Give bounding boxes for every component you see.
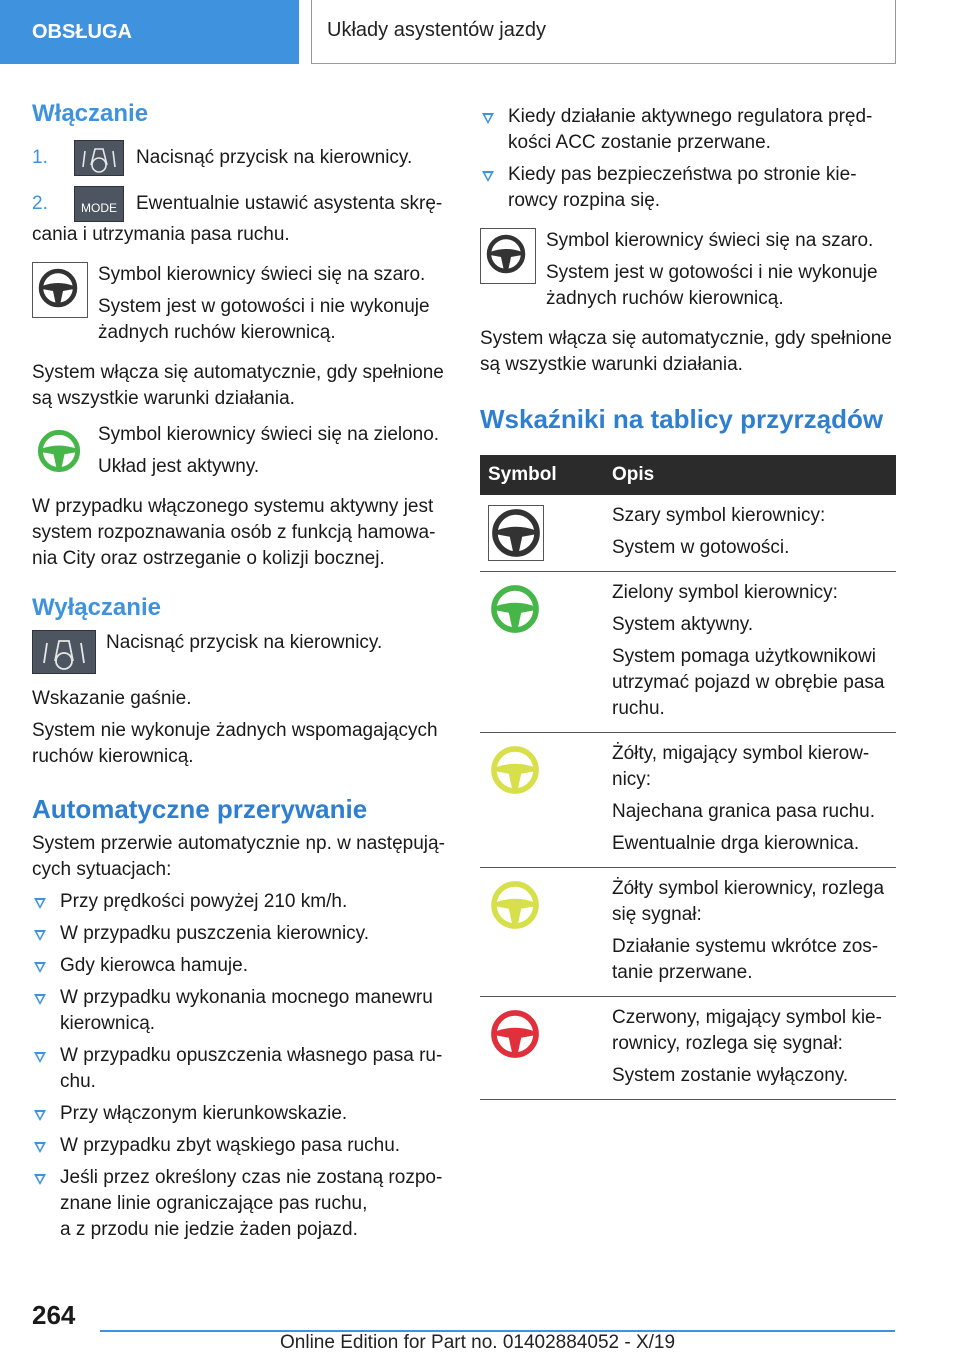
table-row bbox=[480, 868, 896, 997]
description-text: System aktywny. bbox=[612, 614, 754, 635]
table-row bbox=[480, 997, 896, 1100]
table-row bbox=[480, 495, 896, 572]
list-item-text: W przypadku puszczenia kierownicy. bbox=[60, 923, 370, 944]
symbol-cell bbox=[480, 495, 604, 572]
list-item bbox=[32, 985, 446, 1037]
triangle-bullet-icon bbox=[34, 898, 46, 909]
symbol-cell bbox=[480, 733, 604, 868]
steering-wheel-icon bbox=[488, 582, 542, 636]
description-text: Czerwony, migający symbol kie- bbox=[612, 1007, 882, 1028]
indicator-table bbox=[480, 455, 896, 1100]
list-item-text: a z przodu nie jedzie żaden pojazd. bbox=[60, 1219, 358, 1240]
description-cell bbox=[604, 495, 896, 572]
grey-symbol-note: Symbol kierownicy świeci się na szaro. System jest w gotowości i nie wykonuje żadnych ruchów kierownicą. bbox=[32, 262, 446, 346]
triangle-bullet-icon bbox=[34, 1174, 46, 1185]
triangle-bullet-icon bbox=[34, 994, 46, 1005]
description-text: Działanie systemu wkrótce zos- bbox=[612, 936, 879, 957]
step-2: 2. MODE Ewentualnie ustawić asystenta skrę- cania i utrzymania pasa ruchu. bbox=[32, 186, 446, 248]
list-item bbox=[32, 1165, 446, 1243]
interrupt-list-continued bbox=[480, 104, 896, 214]
left-column: Włączanie 1. Nacisnąć przycisk na kierownicy. 2. MODE Ewentualnie ustawić asystenta skrę- cania i utrzymania pasa ruchu. Symbol kierownicy świeci się na szaro. System jest w gotowości i nie wykonuje żadnych ruchów kierownicą. System włącza się automatycznie, gdy spełnione są wszystkie warunki działania. Symbol kierownicy świeci się na zielono. Układ jest aktywny. W przypadku włączonego systemu aktywny jest system rozpoznawania osób z funkcją hamowa- nia City oraz ostrzeganie o kolizji bocznej. Wyłączanie Nacisnąć przycisk na kierownicy. Wskazanie gaśnie. System nie wykonuje żadnych wspomagających ruchów kierownicą. Automatyczne przerywanie System przerwie automatycznie np. w następują- cych sytuacjach: Przy prędkości powyżej 210 km/h. W przypadku puszczenia kierownicy. Gdy kierowca hamuje. W przypadku wykonania mocnego manewru kierownicą. W przypadku opuszczenia własnego pasa ru- chu. Przy włączonym kierunkowskazie. W przypadku zbyt wąskiego pasa ruchu. Jeśli przez określony czas nie zostaną rozpo- znane linie ograniczające pas ruchu, a z przodu nie jedzie żaden pojazd. bbox=[32, 100, 446, 1243]
list-item bbox=[32, 1043, 446, 1095]
heading-auto-interrupt: Automatyczne przerywanie bbox=[32, 794, 368, 824]
triangle-bullet-icon bbox=[34, 1142, 46, 1153]
description-text: utrzymać pojazd w obrębie pasa bbox=[612, 672, 885, 693]
list-item-text: W przypadku wykonania mocnego manewru bbox=[60, 987, 433, 1008]
col-symbol: Symbol bbox=[480, 455, 604, 495]
heading-indicators: Wskaźniki na tablicy przyrządów bbox=[480, 404, 884, 434]
table-row bbox=[480, 572, 896, 733]
list-item-text: kości ACC zostanie przerwane. bbox=[508, 132, 771, 153]
description-text: System pomaga użytkownikowi bbox=[612, 646, 876, 667]
triangle-bullet-icon bbox=[482, 113, 494, 124]
step-1: 1. Nacisnąć przycisk na kierownicy. bbox=[32, 140, 446, 176]
symbol-cell bbox=[480, 572, 604, 733]
list-item bbox=[480, 104, 896, 156]
list-item bbox=[32, 953, 446, 979]
list-item bbox=[32, 921, 446, 947]
page-number: 264 bbox=[32, 1300, 76, 1330]
list-item-text: znane linie ograniczające pas ruchu, bbox=[60, 1193, 368, 1214]
list-item-text: W przypadku opuszczenia własnego pasa ru- bbox=[60, 1045, 443, 1066]
table-row bbox=[480, 733, 896, 868]
chapter-title: Układy asystentów jazdy bbox=[311, 0, 896, 64]
list-item bbox=[32, 1101, 446, 1127]
description-text: ruchu. bbox=[612, 698, 665, 719]
symbol-cell bbox=[480, 997, 604, 1100]
description-text: Najechana granica pasa ruchu. bbox=[612, 801, 876, 822]
list-item-text: Jeśli przez określony czas nie zostaną rozpo- bbox=[60, 1167, 443, 1188]
steering-wheel-green-icon bbox=[32, 422, 88, 478]
description-text: Ewentualnie drga kierownica. bbox=[612, 833, 860, 854]
triangle-bullet-icon bbox=[34, 1052, 46, 1063]
steering-wheel-icon bbox=[488, 1007, 542, 1061]
list-item bbox=[32, 1133, 446, 1159]
description-cell bbox=[604, 572, 896, 733]
triangle-bullet-icon bbox=[34, 930, 46, 941]
heading-switch-on: Włączanie bbox=[32, 100, 149, 127]
description-cell bbox=[604, 997, 896, 1100]
list-item-text: W przypadku zbyt wąskiego pasa ruchu. bbox=[60, 1135, 401, 1156]
assist-button-icon bbox=[74, 140, 124, 176]
symbol-cell bbox=[480, 868, 604, 997]
description-cell bbox=[604, 868, 896, 997]
list-item bbox=[480, 162, 896, 214]
green-symbol-note: Symbol kierownicy świeci się na zielono. Układ jest aktywny. bbox=[32, 422, 446, 480]
heading-switch-off: Wyłączanie bbox=[32, 594, 161, 621]
description-text: Żółty symbol kierownicy, rozlega bbox=[612, 878, 885, 899]
triangle-bullet-icon bbox=[482, 171, 494, 182]
section-tab: OBSŁUGA bbox=[0, 0, 299, 64]
triangle-bullet-icon bbox=[34, 962, 46, 973]
description-text: się sygnał: bbox=[612, 904, 702, 925]
col-description: Opis bbox=[604, 455, 896, 495]
description-text: Szary symbol kierownicy: bbox=[612, 505, 826, 526]
description-text: System w gotowości. bbox=[612, 537, 790, 558]
description-cell bbox=[604, 733, 896, 868]
description-text: System zostanie wyłączony. bbox=[612, 1065, 849, 1086]
steering-wheel-grey-icon bbox=[32, 262, 88, 318]
description-text: Żółty, migający symbol kierow- bbox=[612, 743, 870, 764]
list-item-text: rowcy rozpina się. bbox=[508, 190, 661, 211]
steering-wheel-icon bbox=[488, 743, 542, 797]
steering-wheel-icon bbox=[488, 878, 542, 932]
description-text: Zielony symbol kierownicy: bbox=[612, 582, 838, 603]
interrupt-list bbox=[32, 889, 446, 1243]
list-item-text: Przy prędkości powyżej 210 km/h. bbox=[60, 891, 348, 912]
list-item-text: kierownicą. bbox=[60, 1013, 156, 1034]
list-item bbox=[32, 889, 446, 915]
description-text: rownicy, rozlega się sygnał: bbox=[612, 1033, 843, 1054]
assist-button-icon bbox=[32, 630, 96, 674]
steering-wheel-icon bbox=[488, 505, 544, 561]
list-item-text: Kiedy działanie aktywnego regulatora pręd- bbox=[508, 106, 873, 127]
edition-note: Online Edition for Part no. 01402884052 - X/19 bbox=[280, 1332, 676, 1353]
list-item-text: chu. bbox=[60, 1071, 96, 1092]
mode-button-icon: MODE bbox=[74, 186, 124, 222]
off-step: Nacisnąć przycisk na kierownicy. bbox=[32, 630, 446, 674]
right-column: Kiedy działanie aktywnego regulatora pręd- kości ACC zostanie przerwane. Kiedy pas bezpieczeństwa po stronie kie- rowcy rozpina się. Symbol kierownicy świeci się na szaro. System jest w gotowości i nie wykonuje żadnych ruchów kierownicą. System włącza się automatycznie, gdy spełnione są wszystkie warunki działania. Wskaźniki na tablicy przyrządów Symbol Opis Szary symbol kierownicy: System w gotowości. Zielony symbol kierownicy: System aktywny. System pomaga użytkownikowi utrzymać pojazd w obrębie pasa ruchu. Żółty, migający symbol kierow- nicy: Najechana granica pasa ruchu. Ewentualnie drga kierownica. Żółty symbol kierownicy, rozlega się sygnał: Działanie systemu wkrótce zos- tanie przerwane. Czerwony, migający symbol kie- rownicy, rozlega się sygnał: System zostanie wyłączony. bbox=[480, 100, 896, 1100]
grey-symbol-note: Symbol kierownicy świeci się na szaro. System jest w gotowości i nie wykonuje żadnych ruchów kierownicą. bbox=[480, 228, 896, 312]
description-text: tanie przerwane. bbox=[612, 962, 753, 983]
description-text: nicy: bbox=[612, 769, 652, 790]
triangle-bullet-icon bbox=[34, 1110, 46, 1121]
list-item-text: Przy włączonym kierunkowskazie. bbox=[60, 1103, 348, 1124]
steering-wheel-grey-icon bbox=[480, 228, 536, 284]
list-item-text: Gdy kierowca hamuje. bbox=[60, 955, 248, 976]
list-item-text: Kiedy pas bezpieczeństwa po stronie kie- bbox=[508, 164, 857, 185]
